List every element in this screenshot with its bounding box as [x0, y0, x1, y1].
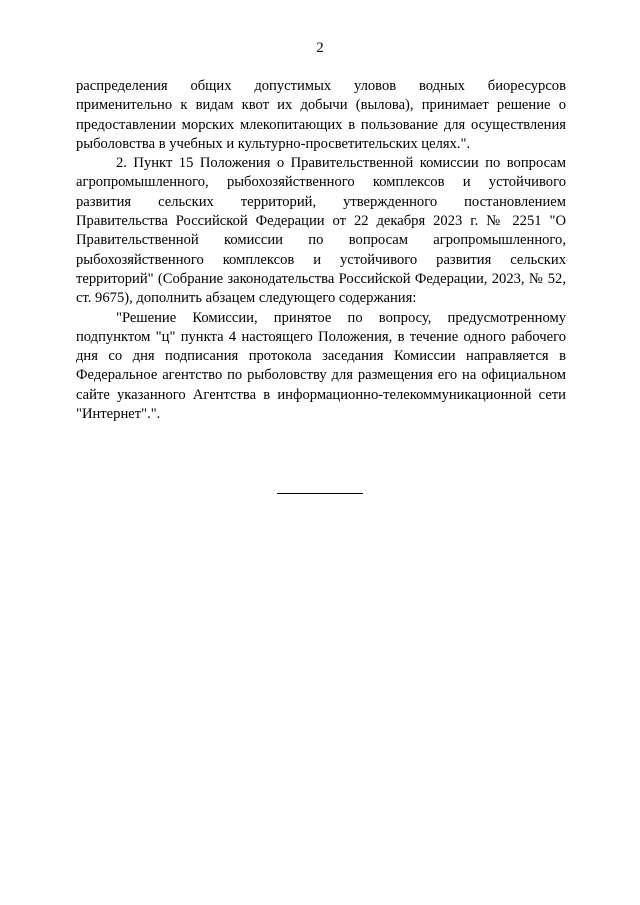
- paragraph-continuation: распределения общих допустимых уловов водных биоресурсов применительно к видам квот их добычи (вылова), принимает решение о предоставлении морских млекопитающих в пользование для осуществления рыболовства в учебных и культурно-просветительских целях.".: [76, 78, 566, 152]
- page-number: 2: [316, 40, 324, 56]
- end-of-text-rule: [277, 493, 363, 494]
- document-body: [76, 77, 566, 424]
- paragraph-amendment-item-2: 2. Пункт 15 Положения о Правительственной комиссии по вопросам агропромышленного, рыбохозяйственного комплексов и устойчивого развития сельских территорий, утвержденного постановлением Правительства Российской Федерации от 22 декабря 2023 г. № 2251 "О Правительственной комиссии по вопросам агропромышленного, рыбохозяйственного комплексов и устойчивого развития сельских территорий" (Собрание законодательства Российской Федерации, 2023, № 52, ст. 9675), дополнить абзацем следующего содержания:: [76, 155, 566, 307]
- paragraph-quoted-addition: "Решение Комиссии, принятое по вопросу, предусмотренному подпунктом "ц" пункта 4 настоящего Положения, в течение одного рабочего дня со дня подписания протокола заседания Комиссии направляется в Федеральное агентство по рыболовству для размещения его на официальном сайте указанного Агентства в информационно-телекоммуникационной сети "Интернет".".: [76, 309, 566, 423]
